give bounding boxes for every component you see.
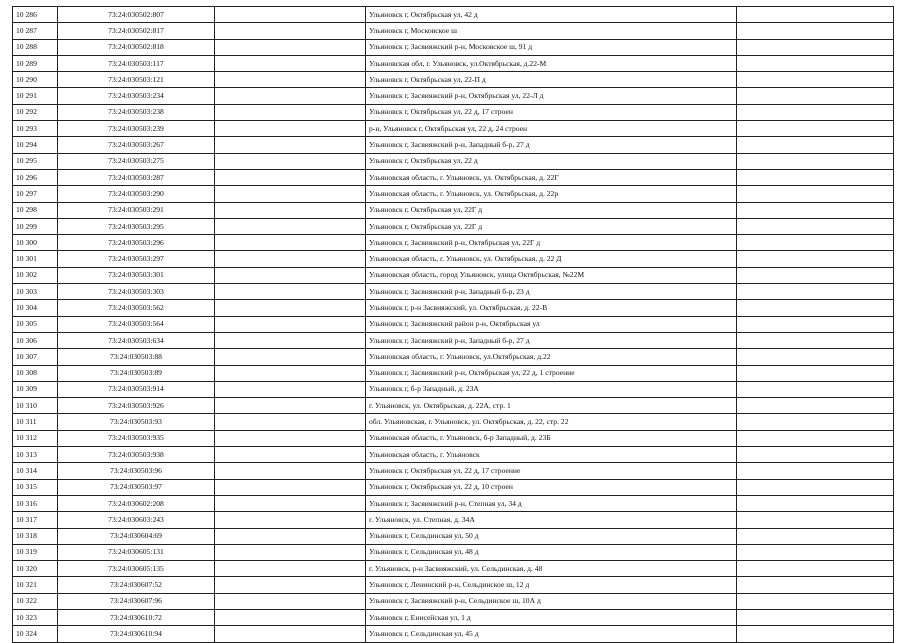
- address-cell: Ульяновская область, г. Ульяновск, ул. Октябрьская, д. 22р: [366, 186, 737, 202]
- empty-cell: [737, 577, 894, 593]
- address-cell: Ульяновск г, Октябрьская ул, 22Г д: [366, 202, 737, 218]
- cadastral-number-cell: 73:24:030503:303: [58, 284, 215, 300]
- address-cell: Ульяновская обл, г. Ульяновск, ул.Октябрьская, д.22-М: [366, 55, 737, 71]
- cadastral-number-cell: 73:24:030610:94: [58, 626, 215, 642]
- row-number-cell: 10 299: [13, 218, 58, 234]
- table-row: [13, 251, 894, 267]
- row-number-cell: 10 291: [13, 88, 58, 104]
- cadastral-number-cell: 73:24:030602:208: [58, 495, 215, 511]
- address-cell: Ульяновск г, Октябрьская ул, 22-П д: [366, 72, 737, 88]
- address-cell: Ульяновск г, Засвияжский район р-н, Октябрьская ул: [366, 316, 737, 332]
- empty-cell: [215, 23, 366, 39]
- address-cell: Ульяновская область, г. Ульяновск, ул.Октябрьская, д.22: [366, 349, 737, 365]
- cadastral-number-cell: 73:24:030503:297: [58, 251, 215, 267]
- cadastral-number-cell: 73:24:030503:296: [58, 235, 215, 251]
- table-row: [13, 349, 894, 365]
- empty-cell: [737, 316, 894, 332]
- address-cell: Ульяновск г, Засвияжский р-н, Октябрьская ул, 22Г д: [366, 235, 737, 251]
- row-number-cell: 10 296: [13, 169, 58, 185]
- row-number-cell: 10 321: [13, 577, 58, 593]
- empty-cell: [737, 381, 894, 397]
- table-row: [13, 104, 894, 120]
- row-number-cell: 10 290: [13, 72, 58, 88]
- empty-cell: [215, 251, 366, 267]
- table-row: [13, 479, 894, 495]
- empty-cell: [215, 561, 366, 577]
- empty-cell: [737, 235, 894, 251]
- cadastral-table: [12, 6, 894, 643]
- cadastral-number-cell: 73:24:030503:239: [58, 121, 215, 137]
- cadastral-number-cell: 73:24:030502:818: [58, 39, 215, 55]
- table-row: [13, 593, 894, 609]
- table-row: [13, 235, 894, 251]
- table-row: [13, 463, 894, 479]
- row-number-cell: 10 319: [13, 544, 58, 560]
- document-page: [12, 6, 894, 643]
- table-row: [13, 528, 894, 544]
- address-cell: Ульяновск г, Сельдинская ул, 50 д: [366, 528, 737, 544]
- empty-cell: [737, 544, 894, 560]
- table-row: [13, 398, 894, 414]
- row-number-cell: 10 302: [13, 267, 58, 283]
- cadastral-number-cell: 73:24:030503:291: [58, 202, 215, 218]
- row-number-cell: 10 316: [13, 495, 58, 511]
- address-cell: Ульяновск г, Засвияжский р-н, Октябрьская ул, 22 д, 1 строение: [366, 365, 737, 381]
- empty-cell: [215, 577, 366, 593]
- cadastral-number-cell: 73:24:030503:97: [58, 479, 215, 495]
- table-row: [13, 39, 894, 55]
- address-cell: Ульяновская область, г. Ульяновск, ул. Октябрьская, д. 22 Д: [366, 251, 737, 267]
- empty-cell: [215, 593, 366, 609]
- empty-cell: [737, 202, 894, 218]
- empty-cell: [737, 463, 894, 479]
- table-row: [13, 561, 894, 577]
- empty-cell: [215, 39, 366, 55]
- cadastral-number-cell: 73:24:030503:93: [58, 414, 215, 430]
- empty-cell: [737, 561, 894, 577]
- row-number-cell: 10 309: [13, 381, 58, 397]
- row-number-cell: 10 323: [13, 609, 58, 625]
- address-cell: Ульяновск г, б-р Западный, д. 23А: [366, 381, 737, 397]
- address-cell: Ульяновск г, Засвияжский р-н, Сельдинское ш, 10А д: [366, 593, 737, 609]
- cadastral-number-cell: 73:24:030503:926: [58, 398, 215, 414]
- empty-cell: [215, 463, 366, 479]
- address-cell: Ульяновск г, Октябрьская ул, 22 д: [366, 153, 737, 169]
- address-cell: г. Ульяновск, ул. Октябрьская, д. 22А, стр. 1: [366, 398, 737, 414]
- row-number-cell: 10 324: [13, 626, 58, 642]
- row-number-cell: 10 310: [13, 398, 58, 414]
- empty-cell: [737, 88, 894, 104]
- address-cell: Ульяновск г, Октябрьская ул, 22 д, 17 строен: [366, 104, 737, 120]
- cadastral-number-cell: 73:24:030503:121: [58, 72, 215, 88]
- row-number-cell: 10 315: [13, 479, 58, 495]
- empty-cell: [737, 365, 894, 381]
- empty-cell: [215, 104, 366, 120]
- empty-cell: [737, 72, 894, 88]
- empty-cell: [215, 316, 366, 332]
- row-number-cell: 10 306: [13, 332, 58, 348]
- address-cell: Ульяновск г, Засвияжский р-н, Западный б-р, 23 д: [366, 284, 737, 300]
- row-number-cell: 10 292: [13, 104, 58, 120]
- empty-cell: [737, 284, 894, 300]
- cadastral-number-cell: 73:24:030502:807: [58, 7, 215, 23]
- cadastral-number-cell: 73:24:030503:267: [58, 137, 215, 153]
- empty-cell: [215, 300, 366, 316]
- address-cell: Ульяновск г, Засвияжский р-н, Степная ул, 34 д: [366, 495, 737, 511]
- row-number-cell: 10 322: [13, 593, 58, 609]
- row-number-cell: 10 313: [13, 447, 58, 463]
- empty-cell: [215, 267, 366, 283]
- address-cell: Ульяновск г, Сельдинская ул, 45 д: [366, 626, 737, 642]
- cadastral-number-cell: 73:24:030503:238: [58, 104, 215, 120]
- table-row: [13, 609, 894, 625]
- row-number-cell: 10 305: [13, 316, 58, 332]
- table-row: [13, 414, 894, 430]
- address-cell: Ульяновск г, Засвияжский р-н, Западный б-р, 27 д: [366, 332, 737, 348]
- table-row: [13, 267, 894, 283]
- table-row: [13, 577, 894, 593]
- row-number-cell: 10 317: [13, 512, 58, 528]
- empty-cell: [215, 332, 366, 348]
- table-row: [13, 495, 894, 511]
- table-row: [13, 447, 894, 463]
- table-row: [13, 137, 894, 153]
- table-row: [13, 430, 894, 446]
- table-row: [13, 512, 894, 528]
- cadastral-number-cell: 73:24:030503:275: [58, 153, 215, 169]
- row-number-cell: 10 311: [13, 414, 58, 430]
- empty-cell: [737, 349, 894, 365]
- cadastral-number-cell: 73:24:030607:52: [58, 577, 215, 593]
- row-number-cell: 10 288: [13, 39, 58, 55]
- address-cell: Ульяновск г, Сельдинская ул, 48 д: [366, 544, 737, 560]
- empty-cell: [215, 365, 366, 381]
- cadastral-number-cell: 73:24:030503:89: [58, 365, 215, 381]
- table-row: [13, 186, 894, 202]
- empty-cell: [737, 609, 894, 625]
- empty-cell: [737, 593, 894, 609]
- row-number-cell: 10 307: [13, 349, 58, 365]
- cadastral-number-cell: 73:24:030503:914: [58, 381, 215, 397]
- row-number-cell: 10 320: [13, 561, 58, 577]
- table-row: [13, 202, 894, 218]
- empty-cell: [215, 186, 366, 202]
- empty-cell: [737, 153, 894, 169]
- empty-cell: [737, 495, 894, 511]
- table-row: [13, 544, 894, 560]
- address-cell: обл. Ульяновская, г. Ульяновск, ул. Октябрьская, д. 22, стр. 22: [366, 414, 737, 430]
- cadastral-number-cell: 73:24:030604:69: [58, 528, 215, 544]
- empty-cell: [215, 121, 366, 137]
- row-number-cell: 10 301: [13, 251, 58, 267]
- table-row: [13, 332, 894, 348]
- empty-cell: [215, 137, 366, 153]
- row-number-cell: 10 286: [13, 7, 58, 23]
- address-cell: Ульяновск г, Засвияжский р-н, Московское ш, 91 д: [366, 39, 737, 55]
- address-cell: Ульяновская область, г. Ульяновск: [366, 447, 737, 463]
- table-row: [13, 169, 894, 185]
- cadastral-number-cell: 73:24:030503:301: [58, 267, 215, 283]
- empty-cell: [215, 218, 366, 234]
- empty-cell: [215, 381, 366, 397]
- empty-cell: [737, 104, 894, 120]
- empty-cell: [737, 251, 894, 267]
- empty-cell: [215, 609, 366, 625]
- address-cell: Ульяновск г, Засвияжский р-н, Западный б-р, 27 д: [366, 137, 737, 153]
- empty-cell: [215, 88, 366, 104]
- cadastral-number-cell: 73:24:030605:131: [58, 544, 215, 560]
- table-row: [13, 300, 894, 316]
- cadastral-table-body: [13, 7, 894, 643]
- address-cell: Ульяновск г, р-н Засвияжский, ул. Октябрьская, д. 22-В: [366, 300, 737, 316]
- empty-cell: [737, 7, 894, 23]
- empty-cell: [737, 121, 894, 137]
- cadastral-number-cell: 73:24:030503:564: [58, 316, 215, 332]
- empty-cell: [737, 447, 894, 463]
- empty-cell: [215, 349, 366, 365]
- cadastral-number-cell: 73:24:030503:634: [58, 332, 215, 348]
- table-row: [13, 88, 894, 104]
- row-number-cell: 10 303: [13, 284, 58, 300]
- address-cell: Ульяновск г, Московское ш: [366, 23, 737, 39]
- empty-cell: [737, 398, 894, 414]
- empty-cell: [215, 430, 366, 446]
- empty-cell: [215, 479, 366, 495]
- cadastral-number-cell: 73:24:030502:817: [58, 23, 215, 39]
- address-cell: г. Ульяновск, р-н Засвияжский, ул. Сельдинская, д. 48: [366, 561, 737, 577]
- cadastral-number-cell: 73:24:030503:290: [58, 186, 215, 202]
- empty-cell: [737, 55, 894, 71]
- row-number-cell: 10 294: [13, 137, 58, 153]
- empty-cell: [737, 39, 894, 55]
- cadastral-number-cell: 73:24:030503:287: [58, 169, 215, 185]
- table-row: [13, 55, 894, 71]
- empty-cell: [737, 430, 894, 446]
- empty-cell: [215, 398, 366, 414]
- empty-cell: [737, 479, 894, 495]
- cadastral-number-cell: 73:24:030610:72: [58, 609, 215, 625]
- address-cell: р-н, Ульяновск г, Октябрьская ул, 22 д, 24 строен: [366, 121, 737, 137]
- empty-cell: [737, 137, 894, 153]
- row-number-cell: 10 304: [13, 300, 58, 316]
- table-row: [13, 72, 894, 88]
- empty-cell: [215, 235, 366, 251]
- cadastral-number-cell: 73:24:030503:935: [58, 430, 215, 446]
- table-row: [13, 365, 894, 381]
- empty-cell: [215, 153, 366, 169]
- cadastral-number-cell: 73:24:030503:562: [58, 300, 215, 316]
- empty-cell: [737, 23, 894, 39]
- empty-cell: [215, 414, 366, 430]
- address-cell: Ульяновск г, Октябрьская ул, 42 д: [366, 7, 737, 23]
- empty-cell: [215, 284, 366, 300]
- address-cell: Ульяновск г, Октябрьская ул, 22Г д: [366, 218, 737, 234]
- address-cell: Ульяновская область, город Ульяновск, улица Октябрьская, №22М: [366, 267, 737, 283]
- address-cell: г. Ульяновск, ул. Степная, д. 34А: [366, 512, 737, 528]
- address-cell: Ульяновск г, Октябрьская ул, 22 д, 17 строение: [366, 463, 737, 479]
- cadastral-number-cell: 73:24:030503:938: [58, 447, 215, 463]
- cadastral-number-cell: 73:24:030503:234: [58, 88, 215, 104]
- empty-cell: [215, 512, 366, 528]
- cadastral-number-cell: 73:24:030603:243: [58, 512, 215, 528]
- row-number-cell: 10 293: [13, 121, 58, 137]
- cadastral-number-cell: 73:24:030607:96: [58, 593, 215, 609]
- row-number-cell: 10 289: [13, 55, 58, 71]
- empty-cell: [215, 169, 366, 185]
- table-row: [13, 284, 894, 300]
- address-cell: Ульяновская область, г. Ульяновск, ул. Октябрьская, д. 22Г: [366, 169, 737, 185]
- empty-cell: [737, 186, 894, 202]
- row-number-cell: 10 308: [13, 365, 58, 381]
- table-row: [13, 7, 894, 23]
- cadastral-number-cell: 73:24:030503:117: [58, 55, 215, 71]
- cadastral-number-cell: 73:24:030605:135: [58, 561, 215, 577]
- empty-cell: [215, 544, 366, 560]
- row-number-cell: 10 312: [13, 430, 58, 446]
- table-row: [13, 153, 894, 169]
- empty-cell: [215, 447, 366, 463]
- table-row: [13, 381, 894, 397]
- row-number-cell: 10 314: [13, 463, 58, 479]
- row-number-cell: 10 295: [13, 153, 58, 169]
- row-number-cell: 10 298: [13, 202, 58, 218]
- empty-cell: [215, 528, 366, 544]
- empty-cell: [737, 267, 894, 283]
- row-number-cell: 10 318: [13, 528, 58, 544]
- empty-cell: [737, 512, 894, 528]
- empty-cell: [737, 169, 894, 185]
- empty-cell: [737, 528, 894, 544]
- address-cell: Ульяновск г, Енисейская ул, 1 д: [366, 609, 737, 625]
- table-row: [13, 23, 894, 39]
- address-cell: Ульяновск г, Засвияжский р-н, Октябрьская ул, 22-Л д: [366, 88, 737, 104]
- address-cell: Ульяновская область, г. Ульяновск, б-р Западный, д. 23Б: [366, 430, 737, 446]
- empty-cell: [215, 202, 366, 218]
- table-row: [13, 218, 894, 234]
- empty-cell: [737, 332, 894, 348]
- empty-cell: [737, 218, 894, 234]
- table-row: [13, 121, 894, 137]
- empty-cell: [215, 495, 366, 511]
- empty-cell: [737, 414, 894, 430]
- empty-cell: [215, 7, 366, 23]
- cadastral-number-cell: 73:24:030503:295: [58, 218, 215, 234]
- empty-cell: [737, 300, 894, 316]
- address-cell: Ульяновск г, Ленинский р-н, Сельдинское ш, 12 д: [366, 577, 737, 593]
- row-number-cell: 10 300: [13, 235, 58, 251]
- cadastral-number-cell: 73:24:030503:88: [58, 349, 215, 365]
- empty-cell: [215, 55, 366, 71]
- row-number-cell: 10 287: [13, 23, 58, 39]
- table-row: [13, 316, 894, 332]
- address-cell: Ульяновск г, Октябрьская ул, 22 д, 10 строен: [366, 479, 737, 495]
- row-number-cell: 10 297: [13, 186, 58, 202]
- empty-cell: [215, 72, 366, 88]
- cadastral-number-cell: 73:24:030503:96: [58, 463, 215, 479]
